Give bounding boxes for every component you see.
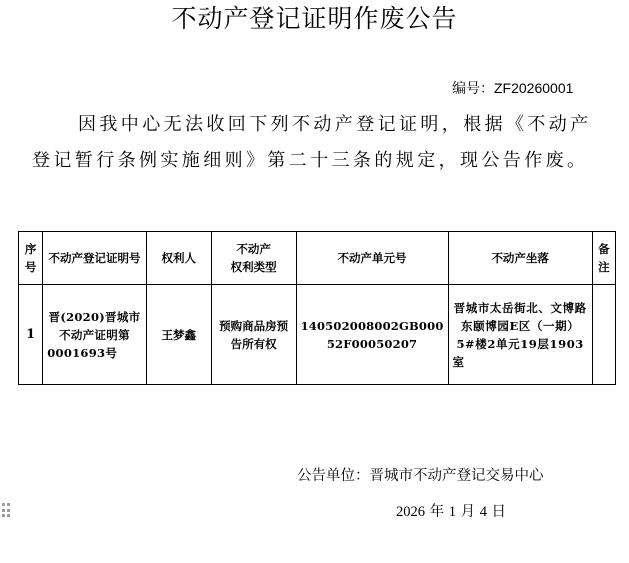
date-month-suffix: 月: [455, 504, 480, 520]
table-row: [19, 285, 616, 385]
grip-dot: [7, 514, 10, 517]
header-owner: 权利人: [146, 232, 211, 285]
header-unit-no: 不动产单元号: [296, 232, 448, 285]
grip-dot: [2, 509, 5, 512]
header-right-type: [211, 232, 296, 285]
announcement-body: 因我中心无法收回下列不动产登记证明，根据《不动产登记暂行条例实施细则》第二十三条的规定，现公告作废。: [32, 114, 592, 171]
header-location: 不动产坐落: [448, 232, 592, 285]
header-cert-no: 不动产登记证明号: [43, 232, 147, 285]
grip-dots-icon[interactable]: [2, 503, 12, 519]
date-year-suffix: 年: [425, 504, 449, 520]
grip-dot: [2, 514, 5, 517]
date-year: 2026: [396, 504, 425, 520]
certificate-table: [18, 231, 616, 385]
cell-note: [592, 285, 615, 385]
issuing-unit: [297, 465, 544, 487]
document-number-label: 编号：: [452, 81, 494, 97]
document-number: [452, 78, 573, 99]
cell-location: 晋城市太岳街北、文博路东颐博园E区（一期）5#楼2单元19层1903室: [448, 285, 592, 385]
document-number-value: ZF20260001: [494, 80, 574, 96]
cell-cert-no: 晋(2020)晋城市不动产证明第0001693号: [43, 285, 147, 385]
page-title: 不动产登记证明作废公告: [171, 4, 458, 33]
date-month: 1: [448, 504, 456, 520]
announcement-date: [396, 501, 506, 523]
grip-dot: [7, 503, 10, 506]
table-header-row: [19, 232, 616, 285]
header-right-type-line1: 不动产: [236, 242, 271, 256]
issuing-unit-label: 公告单位：: [297, 468, 370, 484]
grip-dot: [2, 503, 5, 506]
date-day-suffix: 日: [486, 504, 507, 520]
header-note: 备注: [592, 232, 615, 285]
cell-seq: 1: [19, 285, 43, 385]
date-day: 4: [479, 504, 487, 520]
cell-unit-no: 140502008002GB00052F00050207: [296, 285, 448, 385]
header-seq: 序号: [19, 232, 43, 285]
header-right-type-line2: 权利类型: [230, 260, 277, 274]
cell-right-type: 预购商品房预告所有权: [211, 285, 296, 385]
grip-dot: [7, 509, 10, 512]
cell-owner: 王梦鑫: [146, 285, 211, 385]
issuing-unit-name: 晋城市不动产登记交易中心: [369, 468, 544, 484]
